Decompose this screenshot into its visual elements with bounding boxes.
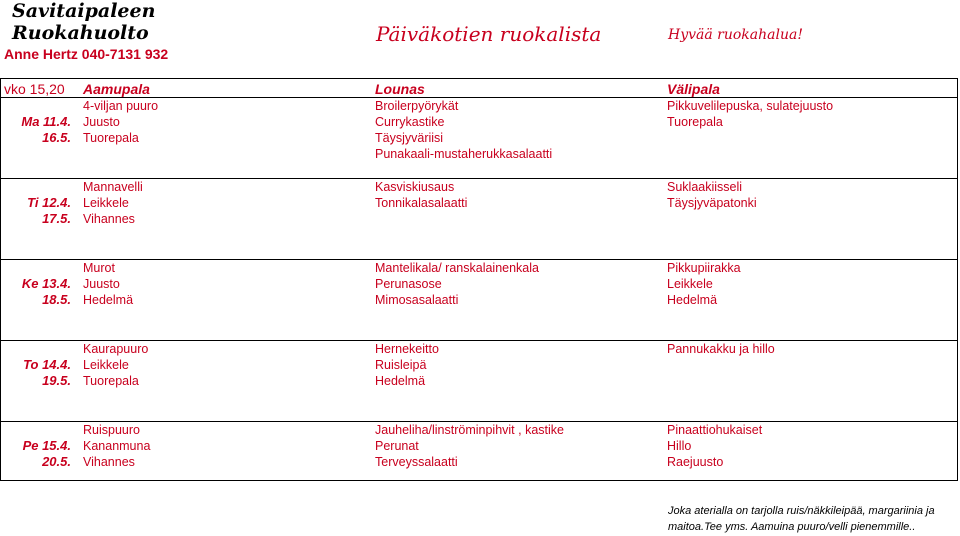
day-label: Ke 13.4. (21, 276, 71, 291)
lunch-item: Perunasose (375, 277, 442, 291)
breakfast-item: Vihannes (83, 455, 135, 469)
day-alt-date: 20.5. (42, 454, 71, 469)
snack-item: Pinaattiohukaiset (667, 423, 763, 437)
footer-note-line1: Joka aterialla on tarjolla ruis/näkkileipää, margariinia ja (668, 505, 935, 517)
col-header-lunch: Lounas (375, 81, 425, 97)
week-label: vko 15,20 (4, 81, 65, 97)
lunch-item: Broilerpyörykät (375, 99, 459, 113)
lunch-item: Kasviskiusaus (375, 180, 455, 194)
snack-item: Tuorepala (667, 115, 723, 129)
day-alt-date: 18.5. (42, 292, 71, 307)
lunch-item: Täysjyväriisi (375, 131, 444, 145)
snack-item: Raejuusto (667, 455, 724, 469)
snack-item: Pannukakku ja hillo (667, 342, 775, 356)
lunch-item: Punakaali-mustaherukkasalaatti (375, 147, 553, 161)
snack-item: Hillo (667, 439, 692, 453)
breakfast-item: Leikkele (83, 196, 129, 210)
lunch-item: Hernekeitto (375, 342, 439, 356)
breakfast-item: Kaurapuuro (83, 342, 149, 356)
lunch-item: Jauheliha/linströminpihvit , kastike (375, 423, 564, 437)
contact-info: Anne Hertz 040-7131 932 (4, 46, 169, 62)
breakfast-item: Hedelmä (83, 293, 134, 307)
lunch-item: Perunat (375, 439, 419, 453)
day-label: Ma 11.4. (21, 114, 71, 129)
breakfast-item: Murot (83, 261, 115, 275)
snack-item: Pikkupiirakka (667, 261, 741, 275)
breakfast-item: Kananmuna (83, 439, 151, 453)
breakfast-item: Tuorepala (83, 131, 139, 145)
breakfast-item: Tuorepala (83, 374, 139, 388)
snack-item: Leikkele (667, 277, 713, 291)
breakfast-item: Juusto (83, 115, 120, 129)
breakfast-item: 4-viljan puuro (83, 99, 159, 113)
lunch-item: Mantelikala/ ranskalainenkala (375, 261, 539, 275)
day-label: Ti 12.4. (27, 195, 71, 210)
page-title: Päiväkotien ruokalista (376, 22, 602, 46)
day-alt-date: 19.5. (42, 373, 71, 388)
snack-item: Pikkuvelilepuska, sulatejuusto (667, 99, 834, 113)
lunch-item: Currykastike (375, 115, 445, 129)
row-divider (1, 178, 957, 179)
lunch-item: Terveyssalaatti (375, 455, 458, 469)
day-label: To 14.4. (23, 357, 71, 372)
menu-table (0, 78, 958, 481)
breakfast-item: Vihannes (83, 212, 135, 226)
org-title (12, 0, 155, 44)
footer-note-line2: maitoa.Tee yms. Aamuina puuro/velli pienemmille.. (668, 521, 916, 533)
snack-item: Suklaakiisseli (667, 180, 743, 194)
lunch-item: Ruisleipä (375, 358, 427, 372)
col-header-breakfast: Aamupala (83, 81, 150, 97)
col-header-snack: Välipala (667, 81, 720, 97)
org-line1: Savitaipaleen (12, 0, 156, 22)
day-label: Pe 15.4. (22, 438, 71, 453)
day-alt-date: 16.5. (42, 130, 71, 145)
breakfast-item: Leikkele (83, 358, 129, 372)
breakfast-item: Juusto (83, 277, 120, 291)
lunch-item: Hedelmä (375, 374, 426, 388)
lunch-item: Mimosasalaatti (375, 293, 459, 307)
snack-item: Hedelmä (667, 293, 718, 307)
greeting: Hyvää ruokahalua! (668, 27, 803, 43)
breakfast-item: Ruispuuro (83, 423, 140, 437)
day-alt-date: 17.5. (42, 211, 71, 226)
breakfast-item: Mannavelli (83, 180, 143, 194)
org-line2: Ruokahuolto (12, 22, 149, 44)
snack-item: Täysjyväpatonki (667, 196, 757, 210)
lunch-item: Tonnikalasalaatti (375, 196, 468, 210)
